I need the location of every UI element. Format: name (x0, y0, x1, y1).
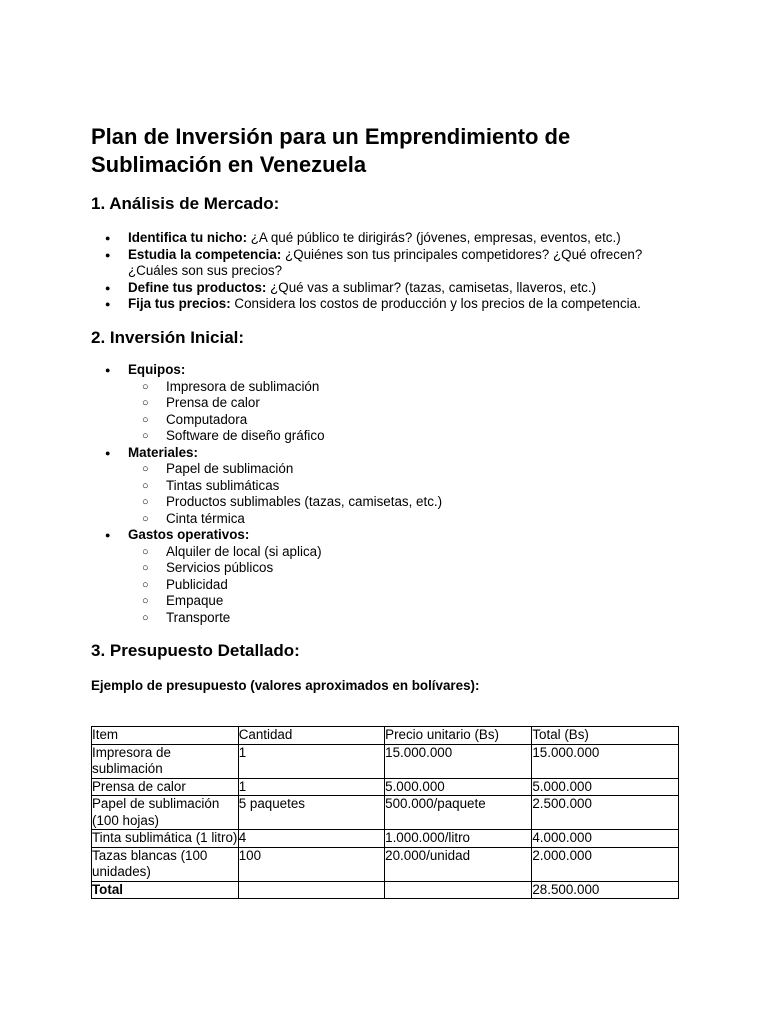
table-cell: 28.500.000 (532, 881, 679, 899)
sublist-item: ○ Publicidad (128, 577, 681, 594)
table-cell: Item (92, 727, 239, 745)
table-cell: Total (92, 881, 239, 899)
section-heading-initial-investment: 2. Inversión Inicial: (91, 328, 245, 347)
section-heading-market-analysis: 1. Análisis de Mercado: (91, 194, 280, 213)
table-cell: 2.000.000 (532, 847, 679, 881)
table-cell: 100 (238, 847, 384, 881)
table-cell: 15.000.000 (532, 744, 679, 778)
sublist-item: ○ Prensa de calor (128, 395, 681, 412)
table-cell: Tinta sublimática (1 litro) (92, 830, 238, 845)
list-group-label: Equipos: (128, 362, 186, 377)
sublist-item: ○ Servicios públicos (128, 560, 681, 577)
sublist-item: ○ Papel de sublimación (128, 461, 681, 478)
list-item (91, 247, 681, 280)
sublist-item: ○ Software de diseño gráfico (128, 428, 681, 445)
table-cell: 5 paquetes (238, 796, 384, 830)
list-item-text: ¿Quiénes son tus principales competidores? ¿Qué ofrecen? ¿Cuáles son sus precios? (128, 246, 643, 278)
list-item (91, 230, 681, 247)
sublist-item: ○ Productos sublimables (tazas, camisetas, etc.) (128, 494, 681, 511)
sublist-item: ○ Tintas sublimáticas (128, 478, 681, 495)
table-row (92, 847, 679, 881)
list-item (91, 280, 681, 297)
table-cell: Papel de sublimación (100 hojas) (92, 796, 239, 830)
list-item (91, 296, 681, 313)
table-cell: Total (Bs) (532, 727, 679, 745)
table-cell: 1 (238, 744, 384, 778)
sublist-item: ○ Cinta térmica (128, 511, 681, 528)
list-item-group (91, 527, 681, 626)
list-item-group (91, 362, 681, 445)
list-group-label: Materiales: (128, 444, 198, 460)
table-cell: 1.000.000/litro (385, 830, 532, 848)
list-item-label: Identifica tu nicho: (128, 230, 248, 245)
initial-investment-list (91, 362, 681, 626)
table-row (92, 796, 679, 830)
list-item-text: Considera los costos de producción y los precios de la competencia. (230, 296, 641, 311)
table-cell: 4 (238, 830, 384, 848)
document-title: Plan de Inversión para un Emprendimiento de Sublimación en Venezuela (91, 124, 571, 177)
table-cell: Tazas blancas (100 unidades) (92, 847, 239, 881)
section-heading-detailed-budget: 3. Presupuesto Detallado: (91, 641, 300, 660)
table-cell: 1 (238, 778, 384, 796)
market-analysis-list (91, 230, 681, 313)
table-cell: 5.000.000 (532, 778, 679, 796)
sublist (128, 461, 681, 527)
table-cell: 2.500.000 (532, 796, 679, 830)
list-item-label: Fija tus precios: (128, 296, 231, 311)
list-item-group (91, 445, 681, 528)
sublist (128, 544, 681, 627)
list-item-label: Estudia la competencia: (128, 246, 282, 262)
table-cell (385, 881, 532, 899)
sublist (128, 379, 681, 445)
table-cell: 5.000.000 (385, 778, 532, 796)
sublist-item: ○ Alquiler de local (si aplica) (128, 544, 681, 561)
table-cell: 500.000/paquete (385, 796, 532, 830)
table-row (92, 830, 679, 848)
table-cell: Prensa de calor (92, 778, 239, 796)
sublist-item: ○ Empaque (128, 593, 681, 610)
table-header-row (92, 727, 679, 745)
table-cell: Precio unitario (Bs) (385, 727, 532, 745)
list-item-text: ¿A qué público te dirigirás? (jóvenes, empresas, eventos, etc.) (247, 230, 621, 245)
sublist-item: ○ Computadora (128, 412, 681, 429)
table-row (92, 744, 679, 778)
sublist-item: ○ Impresora de sublimación (128, 379, 681, 396)
table-cell: 4.000.000 (532, 830, 679, 848)
table-cell: Impresora de sublimación (92, 744, 239, 778)
table-total-row (92, 881, 679, 899)
table-row (92, 778, 679, 796)
table-cell: 15.000.000 (385, 744, 532, 778)
sublist-item: ○ Transporte (128, 610, 681, 627)
table-cell: Cantidad (238, 727, 384, 745)
list-item-label: Define tus productos: (128, 279, 267, 295)
table-cell (238, 881, 384, 899)
budget-subtitle: Ejemplo de presupuesto (valores aproximados en bolívares): (91, 678, 480, 693)
list-group-label: Gastos operativos: (128, 527, 250, 542)
table-cell: 20.000/unidad (385, 847, 532, 881)
budget-table (91, 726, 679, 899)
list-item-text: ¿Qué vas a sublimar? (tazas, camisetas, llaveros, etc.) (266, 279, 597, 295)
